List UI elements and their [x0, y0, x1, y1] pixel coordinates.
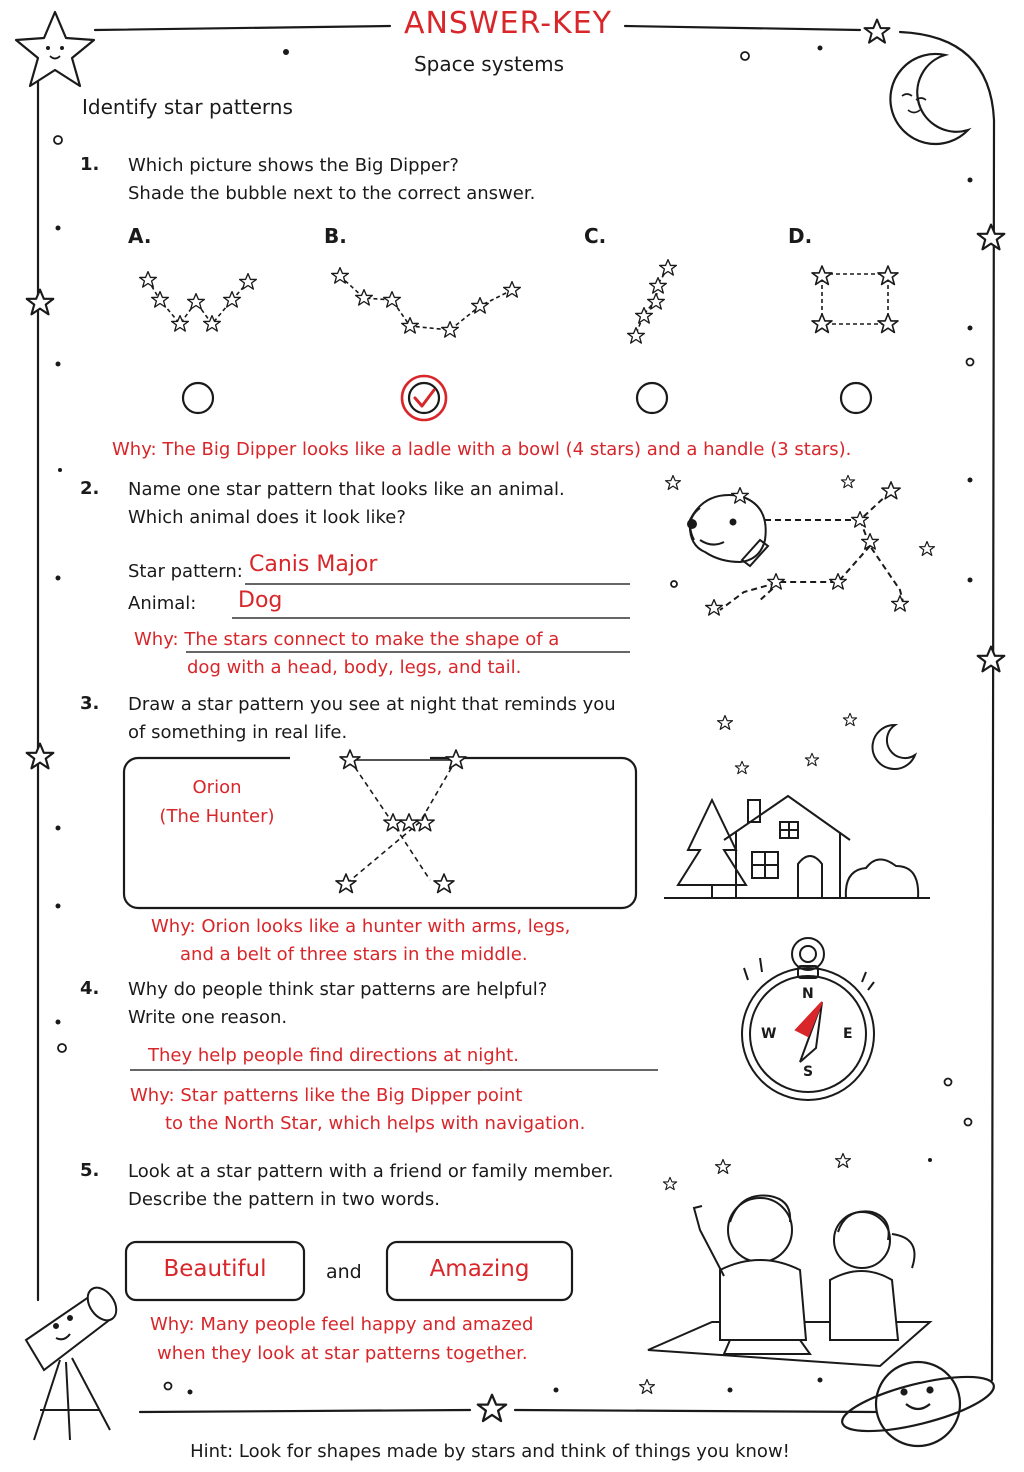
q3-drawing-label: Orion	[192, 777, 242, 798]
q1-number: 1.	[80, 154, 100, 175]
night-scene-stars	[718, 713, 857, 773]
q1-why: Why: The Big Dipper looks like a ladle with a bowl (4 stars) and a handle (3 stars).	[112, 439, 852, 460]
q4-answer[interactable]: They help people find directions at night.	[148, 1045, 519, 1066]
telescope-icon	[26, 1282, 122, 1440]
q4-why-line2: to the North Star, which helps with navigation.	[165, 1113, 586, 1134]
q5-why-line1: Why: Many people feel happy and amazed	[150, 1314, 534, 1335]
q3-drawing-sublabel: (The Hunter)	[159, 806, 275, 827]
option-a-stars	[140, 272, 257, 331]
star-pattern-label: Star pattern:	[128, 561, 243, 582]
bubble-d[interactable]	[841, 383, 871, 413]
bubble-b[interactable]	[409, 383, 439, 413]
animal-answer[interactable]: Dog	[238, 588, 283, 613]
smiling-star-icon	[16, 12, 94, 86]
bubble-c[interactable]	[637, 383, 667, 413]
q2-question: Name one star pattern that looks like an animal.	[128, 479, 565, 500]
option-c-label: C.	[584, 224, 607, 248]
q2-number: 2.	[80, 478, 100, 499]
option-b-label: B.	[324, 224, 347, 248]
q2-question-line2: Which animal does it look like?	[128, 507, 406, 528]
option-d-stars	[812, 266, 898, 333]
q4-number: 4.	[80, 978, 100, 999]
hint-text: Hint: Look for shapes made by stars and think of things you know!	[190, 1441, 790, 1462]
bubble-a[interactable]	[183, 383, 213, 413]
and-label: and	[326, 1261, 362, 1283]
orion-stars	[336, 750, 466, 893]
q2-why-line2: dog with a head, body, legs, and tail.	[187, 657, 522, 678]
q3-why-line2: and a belt of three stars in the middle.	[180, 944, 528, 965]
q2-why-line1: Why: The stars connect to make the shape of a	[134, 629, 560, 650]
animal-label: Animal:	[128, 593, 197, 614]
q1-instruction: Shade the bubble next to the correct answer.	[128, 183, 536, 204]
compass-south: S	[803, 1064, 814, 1080]
moon-icon	[890, 54, 968, 144]
option-a-label: A.	[128, 224, 152, 248]
planet-icon	[837, 1362, 998, 1446]
worksheet-subtitle: Space systems	[413, 52, 565, 76]
word1-answer[interactable]: Beautiful	[163, 1256, 267, 1282]
option-b-stars	[332, 268, 521, 337]
q3-number: 3.	[80, 693, 100, 714]
q1-question: Which picture shows the Big Dipper?	[128, 155, 459, 176]
children-stargazing-illustration	[648, 1196, 930, 1366]
compass-east: E	[843, 1026, 853, 1042]
q5-number: 5.	[80, 1160, 100, 1181]
q3-why-line1: Why: Orion looks like a hunter with arms, legs,	[151, 916, 571, 937]
q4-why-line1: Why: Star patterns like the Big Dipper point	[130, 1085, 523, 1106]
q3-question: Draw a star pattern you see at night that reminds you	[128, 694, 616, 715]
option-d-diagram	[822, 274, 888, 324]
option-d-label: D.	[788, 224, 813, 248]
word2-answer[interactable]: Amazing	[429, 1256, 530, 1282]
q1-bubbles	[183, 383, 871, 413]
q4-question: Why do people think star patterns are helpful?	[128, 979, 548, 1000]
q5-question: Look at a star pattern with a friend or family member.	[128, 1161, 614, 1182]
q5-question-line2: Describe the pattern in two words.	[128, 1189, 440, 1210]
compass-north: N	[802, 986, 814, 1002]
answer-key-title: ANSWER-KEY	[403, 6, 613, 41]
q5-why-line2: when they look at star patterns together.	[157, 1343, 528, 1364]
star-pattern-answer[interactable]: Canis Major	[249, 552, 378, 577]
orion-constellation	[346, 760, 456, 884]
compass-west: W	[761, 1026, 777, 1042]
option-c-stars	[628, 260, 677, 343]
section-title: Identify star patterns	[82, 95, 293, 119]
q4-question-line2: Write one reason.	[128, 1007, 288, 1028]
night-house-scene	[664, 725, 930, 898]
q3-question-line2: of something in real life.	[128, 722, 348, 743]
dog-constellation-icon	[688, 492, 904, 610]
